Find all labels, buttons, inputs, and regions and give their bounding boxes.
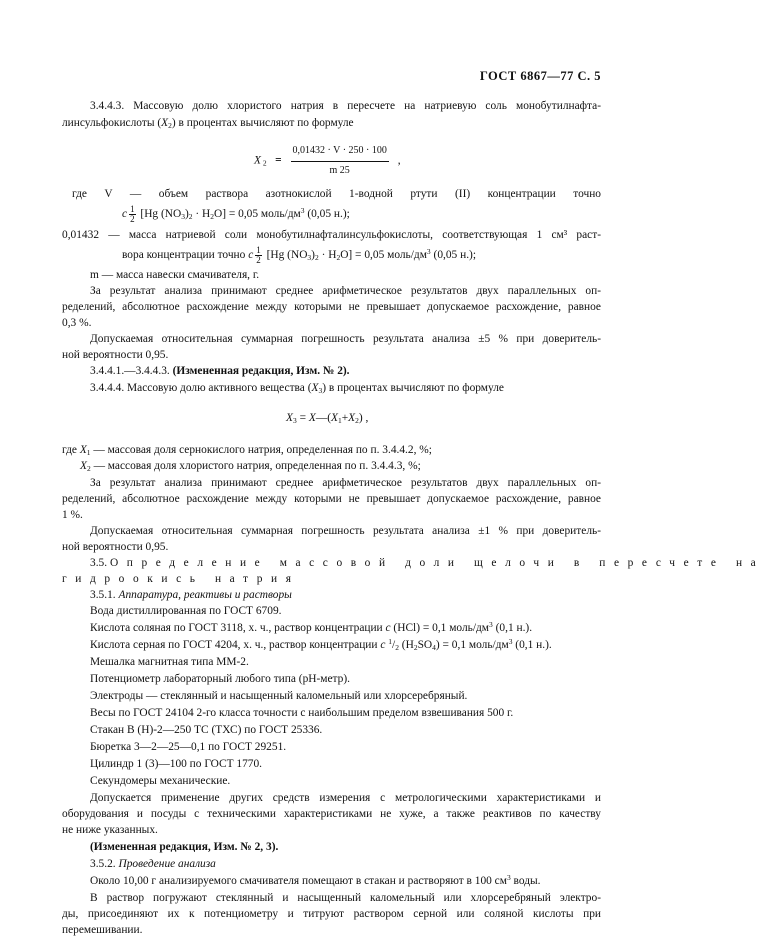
- procedure-line2: В раствор погружают стеклянный и насыщенный каломельный или хлорсеребряный электро-: [90, 892, 601, 904]
- procedure-line4: перемешивании.: [62, 924, 143, 936]
- apparatus-beaker: Стакан В (Н)-2—250 ТС (ТХС) по ГОСТ 25336.: [90, 724, 323, 736]
- where-v-line1: где V — объем раствора азотнокислой 1-водной ртути (II) концентрации точно: [72, 188, 601, 200]
- para-3-4-4-3-line2: линсульфокислоты $(X_2)$ в процентах вычисляют по формуле: [62, 117, 354, 130]
- result-2-line3: 1 %.: [62, 509, 83, 521]
- amendment-1: 3.4.4.1.—3.4.4.3. (Измененная редакция, Изм. № 2).: [90, 365, 350, 377]
- where-const-line2: вора концентрации точно c $\frac{1}{2}$ [Hg $(NO_3)_2 \cdot H_2O] = 0,05$ моль/$дм^3$ (0,05 н.);: [122, 245, 476, 265]
- allowance-line1: Допускается применение других средств измерения с метрологическими характеристиками и: [90, 792, 601, 804]
- apparatus-water: Вода дистиллированная по ГОСТ 6709.: [90, 605, 282, 617]
- section-3-5-title-line2: гидроокись натрия: [62, 573, 300, 585]
- result-2-line2: ределений, абсолютное расхождение между которыми не превышает допускаемое расхождение, равное: [62, 493, 601, 505]
- section-3-5-title-line1: 3.5. Определение массовой доли щелочи в пересчете на: [90, 557, 764, 569]
- section-3-5-1-title: 3.5.1. Аппаратура, реактивы и растворы: [90, 589, 292, 601]
- apparatus-h2so4: Кислота серная по ГОСТ 4204, х. ч., раствор концентрации c $^1/_2$ $(H_2SO_4) = 0,1$ моль/$дм^3$ (0,1 н.).: [90, 637, 552, 652]
- procedure-line1: Около 10,00 г анализируемого смачивателя помещают в стакан и растворяют в 100 $см^3$ воды.: [90, 873, 541, 887]
- page-header: ГОСТ 6867—77 С. 5: [479, 69, 601, 83]
- formula-x3: $X_3$ = $X—(X_1+X_2)$ ,: [286, 412, 369, 425]
- error-2-line2: ной вероятности 0,95.: [62, 541, 169, 553]
- para-3-4-4-3-line1: 3.4.4.3. Массовую долю хлористого натрия в пересчете на натриевую соль монобутилнафта-: [90, 100, 601, 112]
- error-1-line2: ной вероятности 0,95.: [62, 349, 169, 361]
- where-v-line2: c $\frac{1}{2}$ [Hg $(NO_3)_2 \cdot H_2O] = 0,05$ моль/$дм^3$ (0,05 н.);: [122, 204, 350, 224]
- procedure-line3: ды, присоединяют их к потенциометру и титруют раствором серной или соляной кислоты при: [62, 908, 601, 920]
- apparatus-electrodes: Электроды — стеклянный и насыщенный каломельный или хлорсеребряный.: [90, 690, 468, 702]
- where-const-line1: 0,01432 — масса натриевой соли монобутилнафталинсульфокислоты, соответствующая 1 см³ раст-: [62, 229, 601, 241]
- apparatus-cylinder: Цилиндр 1 (3)—100 по ГОСТ 1770.: [90, 758, 263, 770]
- section-3-5-2-title: 3.5.2. Проведение анализа: [90, 858, 216, 870]
- allowance-line2: оборудования и посуды с техническими характеристиками не хуже, а также реактивов по качеству: [62, 808, 601, 820]
- formula-x2-denominator: m 25: [329, 164, 350, 176]
- result-2-line1: За результат анализа принимают среднее арифметическое результатов двух параллельных оп-: [90, 477, 601, 489]
- formula-x2: X $_2$ = $\frac{0,01432 \cdot V \cdot 250 \cdot 100}{m 25}$ ,: [254, 143, 401, 179]
- apparatus-stirrer: Мешалка магнитная типа ММ-2.: [90, 656, 249, 668]
- amendment-2: (Измененная редакция, Изм. № 2, 3).: [90, 841, 279, 853]
- apparatus-ph-meter: Потенциометр лабораторный любого типа (рН-метр).: [90, 673, 351, 685]
- apparatus-hcl: Кислота соляная по ГОСТ 3118, х. ч., раствор концентрации c (HCl) = 0,1 моль/$дм^3$ (0,1 н.).: [90, 620, 533, 634]
- formula-x2-numerator: 0,01432 · V · 250 · 100: [291, 143, 389, 162]
- allowance-line3: не ниже указанных.: [62, 824, 158, 836]
- result-1-line2: ределений, абсолютное расхождение между которыми не превышает допускаемое расхождение, равное: [62, 301, 601, 313]
- where-x1-line: где $X_1$ — массовая доля сернокислого натрия, определенная по п. 3.4.4.2, %;: [62, 444, 432, 457]
- where-x2-line: $X_2$ — массовая доля хлористого натрия, определенная по п. 3.4.4.3, %;: [80, 460, 421, 473]
- result-1-line1: За результат анализа принимают среднее арифметическое результатов двух параллельных оп-: [90, 285, 601, 297]
- apparatus-stopwatch: Секундомеры механические.: [90, 775, 231, 787]
- para-3-4-4-4-line: 3.4.4.4. Массовую долю активного вещества $(X_3)$ в процентах вычисляют по формуле: [90, 382, 504, 395]
- error-2-line1: Допускаемая относительная суммарная погрешность результата анализа ±1 % при доверитель-: [90, 525, 601, 537]
- result-1-line3: 0,3 %.: [62, 317, 92, 329]
- error-1-line1: Допускаемая относительная суммарная погрешность результата анализа ±5 % при доверитель-: [90, 333, 601, 345]
- apparatus-scales: Весы по ГОСТ 24104 2-го класса точности с наибольшим пределом взвешивания 500 г.: [90, 707, 514, 719]
- apparatus-burette: Бюретка 3—2—25—0,1 по ГОСТ 29251.: [90, 741, 287, 753]
- where-m-line: m — масса навески смачивателя, г.: [90, 269, 260, 281]
